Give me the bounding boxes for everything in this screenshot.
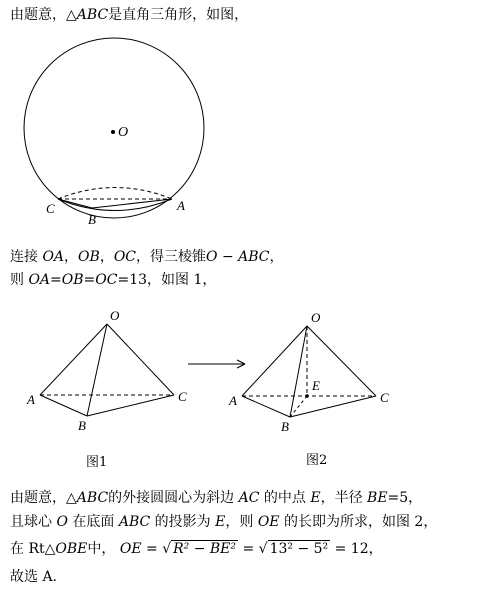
text: =5， [387, 490, 423, 506]
radicand: 13² − 5² [269, 541, 329, 557]
text: ， [269, 249, 284, 265]
math-oe: OE [119, 541, 142, 557]
text-line-6 [10, 540, 383, 558]
text: 在底面 [72, 514, 115, 530]
figure-2-caption: 图2 [306, 453, 328, 468]
math-equal-radii: OA=OB=OC= [28, 272, 130, 288]
text-line-4 [10, 489, 422, 507]
math-number: 13 [129, 272, 148, 288]
sphere-center-dot [111, 130, 115, 134]
text: 中， [87, 541, 116, 557]
text: 连接 [10, 249, 38, 265]
figure-1-caption: 图1 [86, 455, 108, 470]
math-oe: OE [257, 514, 280, 530]
text: 的投影为 [154, 514, 211, 530]
text: 且球心 [10, 514, 52, 530]
text: ，则 [225, 514, 254, 530]
math-abc: ABC [76, 7, 109, 23]
label-a: A [27, 392, 35, 407]
label-e: E [312, 378, 320, 393]
edge-oc [107, 324, 174, 395]
text-line-5 [10, 513, 437, 531]
label-c: C [46, 201, 55, 216]
text: 故选 A. [10, 569, 58, 585]
label-a: A [229, 393, 237, 408]
edge-oa [40, 324, 107, 395]
math-o: O [56, 514, 68, 530]
sqrt-expression-1: √ R² − BE² [162, 541, 237, 557]
math-e: E [215, 514, 226, 530]
math-e: E [310, 490, 321, 506]
label-c: C [380, 390, 389, 405]
text: 的中点 [263, 490, 306, 506]
figure-1 [26, 308, 187, 433]
text: ，如图 1， [147, 272, 217, 288]
text: 在 Rt△ [10, 541, 56, 557]
sqrt-expression-2: √ 13² − 5² [258, 541, 329, 557]
text: ，半径 [320, 490, 363, 506]
math-abc: ABC [76, 490, 109, 506]
math-oa: OA [42, 249, 65, 265]
math-abc: ABC [118, 514, 151, 530]
text: 则 [10, 272, 24, 288]
math-result: = 12， [330, 541, 383, 557]
math-obe: OBE [55, 541, 88, 557]
text: ，得三棱锥 [136, 249, 207, 265]
radicand: R² − BE² [173, 541, 237, 557]
sphere-figure [0, 0, 483, 240]
math-equals: = [141, 541, 163, 557]
edge-ab [242, 396, 290, 417]
text: 是直角三角形，如图， [108, 7, 249, 23]
math-ac: AC [238, 490, 260, 506]
label-b: B [88, 212, 96, 227]
label-o: O [118, 125, 129, 140]
segment-cb [58, 199, 92, 208]
tetrahedron-figures [0, 300, 483, 500]
text: 的长即为所求，如图 2， [283, 514, 438, 530]
edge-oa [242, 326, 307, 396]
label-c: C [178, 389, 187, 404]
arrow-icon [188, 360, 245, 368]
text: 由题意，△ [10, 7, 77, 23]
text: ， [64, 249, 79, 265]
figure-2 [228, 310, 389, 434]
text: 的外接圆圆心为斜边 [108, 490, 235, 506]
edge-ab [40, 395, 87, 416]
text: ， [99, 249, 114, 265]
text-line-2 [10, 248, 284, 266]
label-b: B [78, 418, 86, 433]
edge-bc [290, 396, 376, 417]
sphere-outline [24, 38, 204, 218]
edge-bc [87, 395, 174, 416]
point-e [305, 394, 309, 398]
edge-ob [87, 324, 107, 416]
text-line-3 [10, 271, 216, 289]
text: 由题意，△ [10, 490, 77, 506]
math-ob: OB [78, 249, 100, 265]
text-line-7 [10, 568, 57, 586]
label-o: O [110, 308, 120, 323]
label-a: A [177, 198, 185, 213]
math-oc: OC [113, 249, 137, 265]
math-equals: = [238, 541, 259, 557]
section-back-arc [58, 188, 172, 200]
math-tetrahedron: O − ABC [206, 249, 270, 265]
edge-ob [290, 326, 307, 417]
label-o: O [311, 310, 321, 325]
math-be: BE [367, 490, 388, 506]
label-b: B [281, 419, 289, 434]
